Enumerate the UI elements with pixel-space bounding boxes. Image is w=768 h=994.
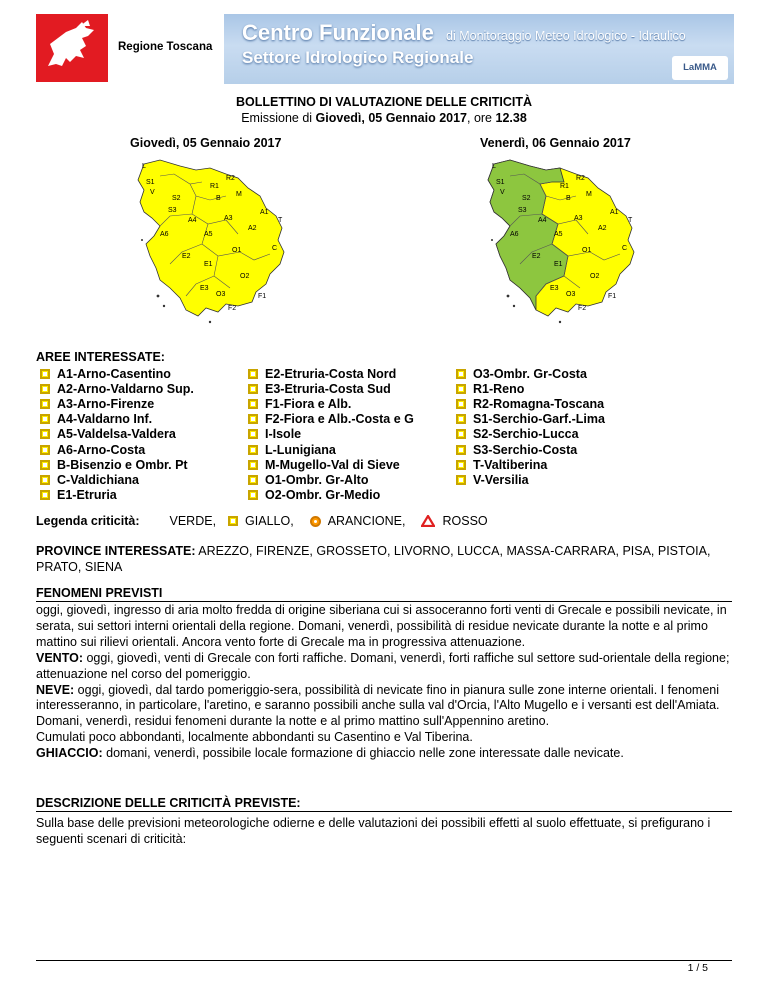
legend-giallo: GIALLO,	[222, 514, 294, 528]
svg-text:O3: O3	[216, 291, 226, 298]
centro-funzionale-banner	[224, 14, 734, 84]
area-item: S2-Serchio-Lucca	[456, 427, 605, 442]
svg-text:S1: S1	[496, 179, 505, 186]
svg-text:O3: O3	[566, 291, 576, 298]
area-item: O1-Ombr. Gr-Alto	[248, 472, 414, 487]
svg-text:O1: O1	[582, 247, 592, 254]
svg-text:T: T	[628, 217, 633, 224]
svg-text:S2: S2	[172, 195, 181, 202]
area-item: A1-Arno-Casentino	[40, 366, 194, 381]
page-number: 1 / 5	[687, 962, 708, 974]
area-item: F2-Fiora e Alb.-Costa e G	[248, 412, 414, 427]
svg-text:R2: R2	[576, 175, 585, 182]
svg-text:E1: E1	[204, 261, 213, 268]
svg-text:T: T	[278, 217, 283, 224]
area-item: A6-Arno-Costa	[40, 442, 194, 457]
legend-title: Legenda criticità:	[36, 514, 140, 528]
regione-toscana-logo	[36, 14, 108, 82]
legend-verde: VERDE,	[169, 514, 217, 528]
yellow-alert-icon	[248, 429, 258, 439]
legend-rosso: ROSSO	[411, 514, 487, 528]
fenomeni-vento: VENTO: oggi, giovedì, venti di Grecale con forti raffiche. Domani, venerdì, forti raffiche sul settore sud-orientale della regione; attenuazione nel corso del pomeriggio.	[36, 650, 730, 681]
areas-column-3	[456, 366, 605, 488]
svg-text:O1: O1	[232, 247, 242, 254]
svg-text:A4: A4	[538, 217, 547, 224]
map-day2-label: Venerdì, 06 Gennaio 2017	[480, 136, 631, 150]
province-interessate	[36, 544, 726, 575]
area-item: A4-Valdarno Inf.	[40, 412, 194, 427]
svg-text:A5: A5	[554, 231, 563, 238]
svg-text:E3: E3	[550, 285, 559, 292]
banner-subtitle: di Monitoraggio Meteo Idrologico - Idraulico	[446, 29, 686, 43]
area-item: O2-Ombr. Gr-Medio	[248, 488, 414, 503]
area-item: O3-Ombr. Gr-Costa	[456, 366, 605, 381]
yellow-alert-icon	[248, 384, 258, 394]
svg-text:A3: A3	[224, 215, 233, 222]
area-item: A2-Arno-Valdarno Sup.	[40, 381, 194, 396]
area-item: A3-Arno-Firenze	[40, 396, 194, 411]
area-item: A5-Valdelsa-Valdera	[40, 427, 194, 442]
yellow-alert-icon	[248, 490, 258, 500]
svg-text:E2: E2	[532, 253, 541, 260]
areas-column-2	[248, 366, 414, 503]
svg-text:S2: S2	[522, 195, 531, 202]
svg-text:C: C	[622, 245, 628, 252]
svg-text:O2: O2	[590, 273, 600, 280]
fenomeni-ghiaccio: GHIACCIO: domani, venerdì, possibile locale formazione di ghiaccio nelle zone interessate dalle nevicate.	[36, 746, 624, 761]
area-item: E3-Etruria-Costa Sud	[248, 381, 414, 396]
svg-text:S3: S3	[168, 207, 177, 214]
map-day1-label: Giovedì, 05 Gennaio 2017	[130, 136, 282, 150]
areas-column-1	[40, 366, 194, 503]
fenomeni-cumulati: Cumulati poco abbondanti, localmente abbondanti su Casentino e Val Tiberina.	[36, 730, 473, 745]
fenomeni-neve: NEVE: oggi, giovedì, dal tardo pomeriggio-sera, possibilità di nevicate fino in pianura sulle zone interne orientali. I fenomeni interesseranno, in particolare, l'aretino, e saranno possibili anche sulla val d'Orcia, l'Alto Mugello e i versanti est dell'Amiata. Domani, venerdì, residui fenomeni durante la notte e al primo mattino sull'Appennino aretino.	[36, 682, 720, 729]
svg-text:O2: O2	[240, 273, 250, 280]
svg-text:V: V	[150, 189, 155, 196]
yellow-alert-icon	[456, 414, 466, 424]
area-item: F1-Fiora e Alb.	[248, 396, 414, 411]
yellow-alert-icon	[40, 369, 50, 379]
svg-text:L: L	[492, 163, 496, 170]
yellow-alert-icon	[456, 384, 466, 394]
fenomeni-heading: FENOMENI PREVISTI	[36, 586, 732, 602]
descrizione-text: Sulla base delle previsioni meteorologiche odierne e delle valutazioni dei possibili effetti al suolo effettuate, si prefigurano i seguenti scenari di criticità:	[36, 816, 711, 846]
emission-time: 12.38	[495, 111, 527, 125]
yellow-alert-icon	[40, 460, 50, 470]
banner-title-secondary: Settore Idrologico Regionale	[242, 48, 474, 67]
province-label: PROVINCE INTERESSATE:	[36, 544, 196, 558]
svg-text:S3: S3	[518, 207, 527, 214]
banner-title: Centro Funzionale	[242, 20, 434, 45]
area-item: M-Mugello-Val di Sieve	[248, 457, 414, 472]
region-name: Regione Toscana	[118, 41, 213, 53]
svg-text:E2: E2	[182, 253, 191, 260]
svg-text:A2: A2	[248, 225, 257, 232]
yellow-alert-icon	[40, 414, 50, 424]
yellow-alert-icon	[456, 460, 466, 470]
yellow-alert-icon	[456, 399, 466, 409]
yellow-alert-icon	[40, 384, 50, 394]
yellow-alert-icon	[456, 369, 466, 379]
svg-text:A5: A5	[204, 231, 213, 238]
legend-arancione: ARANCIONE,	[300, 514, 406, 528]
svg-text:S1: S1	[146, 179, 155, 186]
yellow-square-icon	[228, 516, 238, 526]
svg-text:R2: R2	[226, 175, 235, 182]
emission-prefix: Emissione di	[241, 111, 316, 125]
svg-text:M: M	[586, 191, 592, 198]
emission-date: Giovedì, 05 Gennaio 2017	[315, 111, 467, 125]
svg-text:F1: F1	[258, 293, 267, 300]
yellow-alert-icon	[40, 490, 50, 500]
province-list: AREZZO, FIRENZE, GROSSETO, LIVORNO, LUCCA, MASSA-CARRARA, PISA, PISTOIA, PRATO, SIENA	[36, 544, 711, 574]
yellow-alert-icon	[40, 445, 50, 455]
svg-text:F2: F2	[228, 305, 237, 312]
svg-text:B: B	[216, 195, 221, 202]
svg-text:R1: R1	[560, 183, 569, 190]
svg-text:E1: E1	[554, 261, 563, 268]
descrizione-heading: DESCRIZIONE DELLE CRITICITÀ PREVISTE:	[36, 796, 732, 812]
area-item: S3-Serchio-Costa	[456, 442, 605, 457]
svg-text:F2: F2	[578, 305, 587, 312]
svg-text:A6: A6	[160, 231, 169, 238]
area-item: E1-Etruria	[40, 488, 194, 503]
area-item: L-Lunigiana	[248, 442, 414, 457]
lamma-logo: LaMMA	[672, 56, 728, 80]
svg-text:E3: E3	[200, 285, 209, 292]
area-item: V-Versilia	[456, 472, 605, 487]
yellow-alert-icon	[248, 369, 258, 379]
area-item: R2-Romagna-Toscana	[456, 396, 605, 411]
orange-circle-icon	[310, 516, 321, 527]
yellow-alert-icon	[40, 429, 50, 439]
area-item: B-Bisenzio e Ombr. Pt	[40, 457, 194, 472]
red-triangle-icon	[421, 515, 435, 527]
area-item: I-Isole	[248, 427, 414, 442]
svg-text:M: M	[236, 191, 242, 198]
yellow-alert-icon	[40, 475, 50, 485]
bulletin-emission	[0, 111, 768, 125]
svg-text:C: C	[272, 245, 278, 252]
area-item: R1-Reno	[456, 381, 605, 396]
map-day1	[130, 156, 290, 336]
criticality-legend	[36, 514, 494, 528]
page-header	[36, 14, 736, 84]
area-item: E2-Etruria-Costa Nord	[248, 366, 414, 381]
fenomeni-text	[36, 603, 736, 762]
yellow-alert-icon	[40, 399, 50, 409]
yellow-alert-icon	[456, 429, 466, 439]
svg-text:L: L	[142, 163, 146, 170]
area-item: T-Valtiberina	[456, 457, 605, 472]
svg-text:R1: R1	[210, 183, 219, 190]
area-item: S1-Serchio-Garf.-Lima	[456, 412, 605, 427]
svg-text:V: V	[500, 189, 505, 196]
yellow-alert-icon	[248, 475, 258, 485]
svg-text:A1: A1	[260, 209, 269, 216]
area-item: C-Valdichiana	[40, 472, 194, 487]
svg-text:A1: A1	[610, 209, 619, 216]
footer-divider	[36, 960, 732, 961]
yellow-alert-icon	[248, 445, 258, 455]
svg-text:B: B	[566, 195, 571, 202]
svg-text:A2: A2	[598, 225, 607, 232]
yellow-alert-icon	[456, 445, 466, 455]
yellow-alert-icon	[248, 460, 258, 470]
emission-time-prefix: , ore	[467, 111, 496, 125]
map-day2	[480, 156, 640, 336]
bulletin-title: BOLLETTINO DI VALUTAZIONE DELLE CRITICITÀ	[235, 95, 533, 109]
svg-text:F1: F1	[608, 293, 617, 300]
svg-text:A4: A4	[188, 217, 197, 224]
areas-title: AREE INTERESSATE:	[36, 350, 165, 364]
yellow-alert-icon	[456, 475, 466, 485]
fenomeni-intro: oggi, giovedì, ingresso di aria molto fredda di origine siberiana cui si assoceranno forti venti di Grecale e possibili nevicate, in serata, sui settori interni orientali della regione. Domani, venerdì, possibilità di residue nevicate durante la notte e al primo mattino sui rilievi orientali. Ancora vento forte di Grecale ma in progressiva attenuazione.	[36, 603, 727, 649]
svg-text:A6: A6	[510, 231, 519, 238]
svg-text:A3: A3	[574, 215, 583, 222]
yellow-alert-icon	[248, 399, 258, 409]
yellow-alert-icon	[248, 414, 258, 424]
